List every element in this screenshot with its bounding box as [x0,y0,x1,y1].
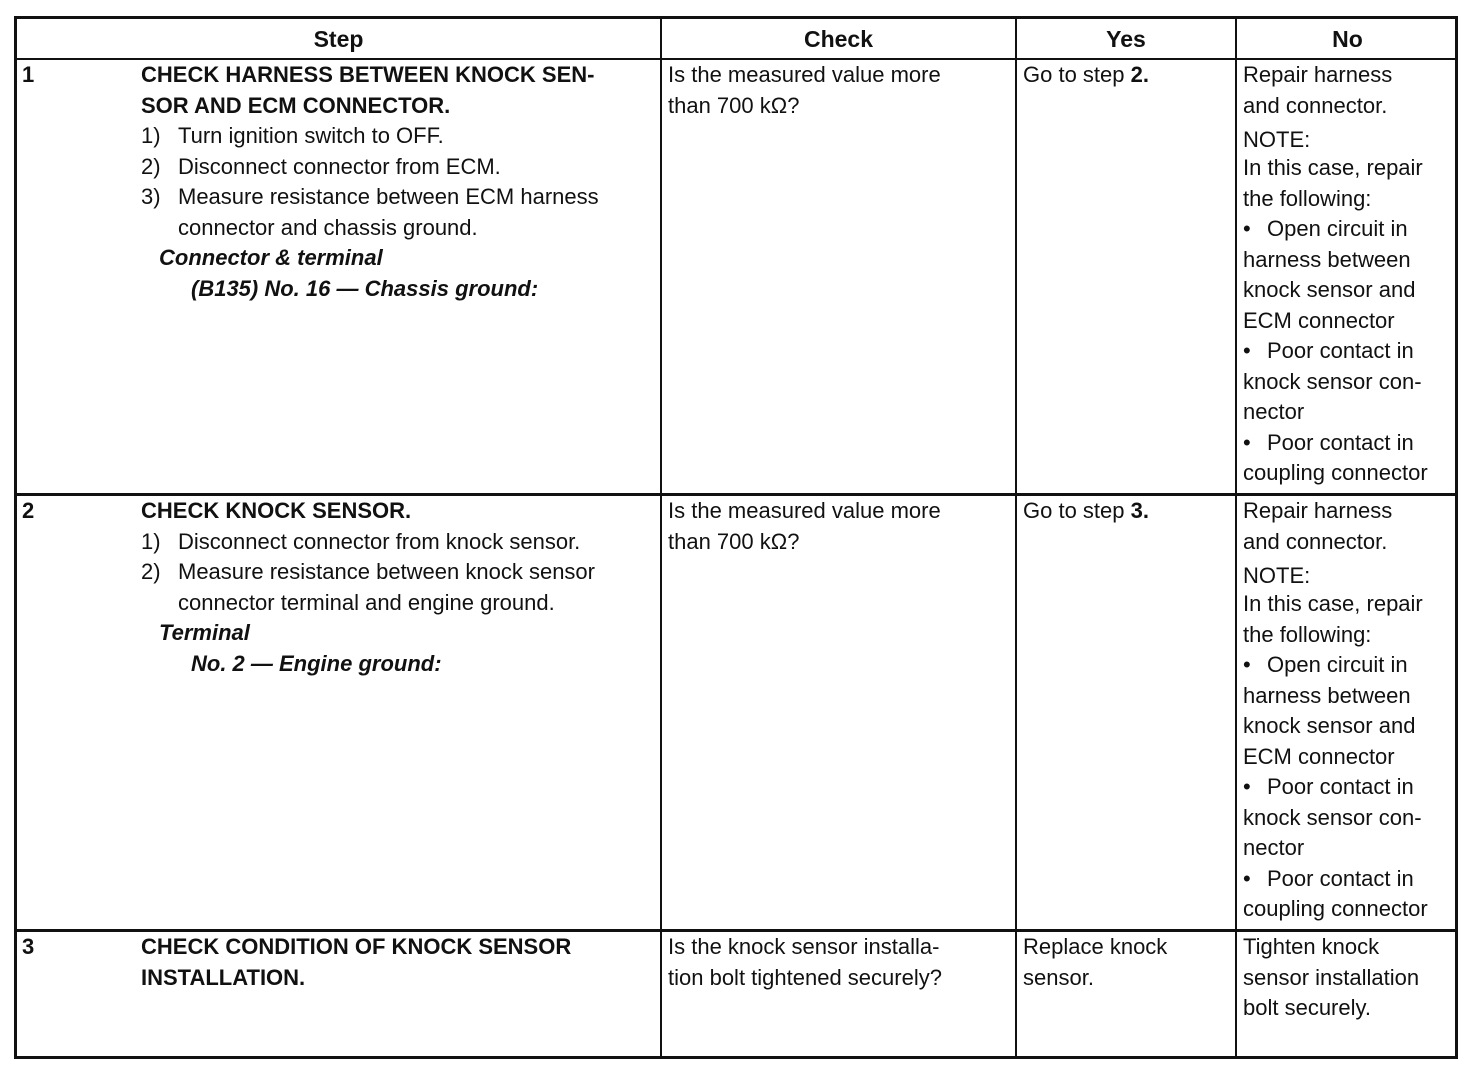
header-step: Step [313,26,364,52]
spec-label: Connector & terminal [159,245,383,270]
column-divider [1015,19,1017,1056]
bullet-item: • Poor contact in [1243,336,1459,367]
step-number: 1 [22,62,35,87]
note-label: NOTE: [1243,127,1311,152]
column-divider [660,19,662,1056]
yes-action: Replace knock sensor. [1023,934,1168,990]
step-content [141,60,656,304]
bullet-item: • Poor contact in [1243,428,1459,459]
check-question: Is the measured value more than 700 kΩ? [668,498,941,554]
procedure-item: 3) Measure resistance between ECM harness connector and chassis ground. [141,184,599,240]
no-action: Tighten knock sensor installation bolt securely. [1243,934,1420,1020]
bullet-item: • Poor contact in [1243,864,1459,895]
step-content [141,932,656,993]
header-yes: Yes [1106,26,1146,52]
step-content [141,496,656,679]
step-title: CHECK KNOCK SENSOR. [141,498,412,523]
header-check: Check [803,26,874,52]
diagnostic-table [14,16,1458,1059]
bullet-item: • Poor contact in [1243,772,1459,803]
procedure-item: 1) Turn ignition switch to OFF. [141,123,444,148]
header-no: No [1332,26,1363,52]
note-label: NOTE: [1243,563,1311,588]
step-title: CHECK HARNESS BETWEEN KNOCK SEN- SOR AND ECM CONNECTOR. [141,62,595,118]
check-question: Is the knock sensor installa- tion bolt tightened securely? [668,934,942,990]
spec-value: No. 2 — Engine ground: [191,650,442,676]
yes-action: Go to step 2. [1023,62,1149,87]
bullet-item: • Open circuit in [1243,650,1459,681]
step-number: 3 [22,934,35,959]
no-action: Repair harness and connector. NOTE: In this case, repair the following: • Open circuit in harness between knock sensor and ECM connector • Poor contact in knock sensor con- nector • Poor contact in coupling connector [1243,496,1459,925]
step-number: 2 [22,498,35,523]
step-title: CHECK CONDITION OF KNOCK SENSOR INSTALLATION. [141,934,572,990]
spec-label: Terminal [159,620,250,645]
spec-value: (B135) No. 16 — Chassis ground: [191,275,539,301]
procedure-item: 1) Disconnect connector from knock sensor. [141,528,581,554]
check-question: Is the measured value more than 700 kΩ? [668,62,941,118]
procedure-item: 2) Measure resistance between knock sensor connector terminal and engine ground. [141,559,595,615]
yes-action: Go to step 3. [1023,498,1149,523]
column-divider [1235,19,1237,1056]
bullet-item: • Open circuit in [1243,214,1459,245]
procedure-item: 2) Disconnect connector from ECM. [141,153,501,179]
no-action: Repair harness and connector. NOTE: In this case, repair the following: • Open circuit in harness between knock sensor and ECM connector • Poor contact in knock sensor con- nector • Poor contact in coupling connector [1243,60,1459,489]
